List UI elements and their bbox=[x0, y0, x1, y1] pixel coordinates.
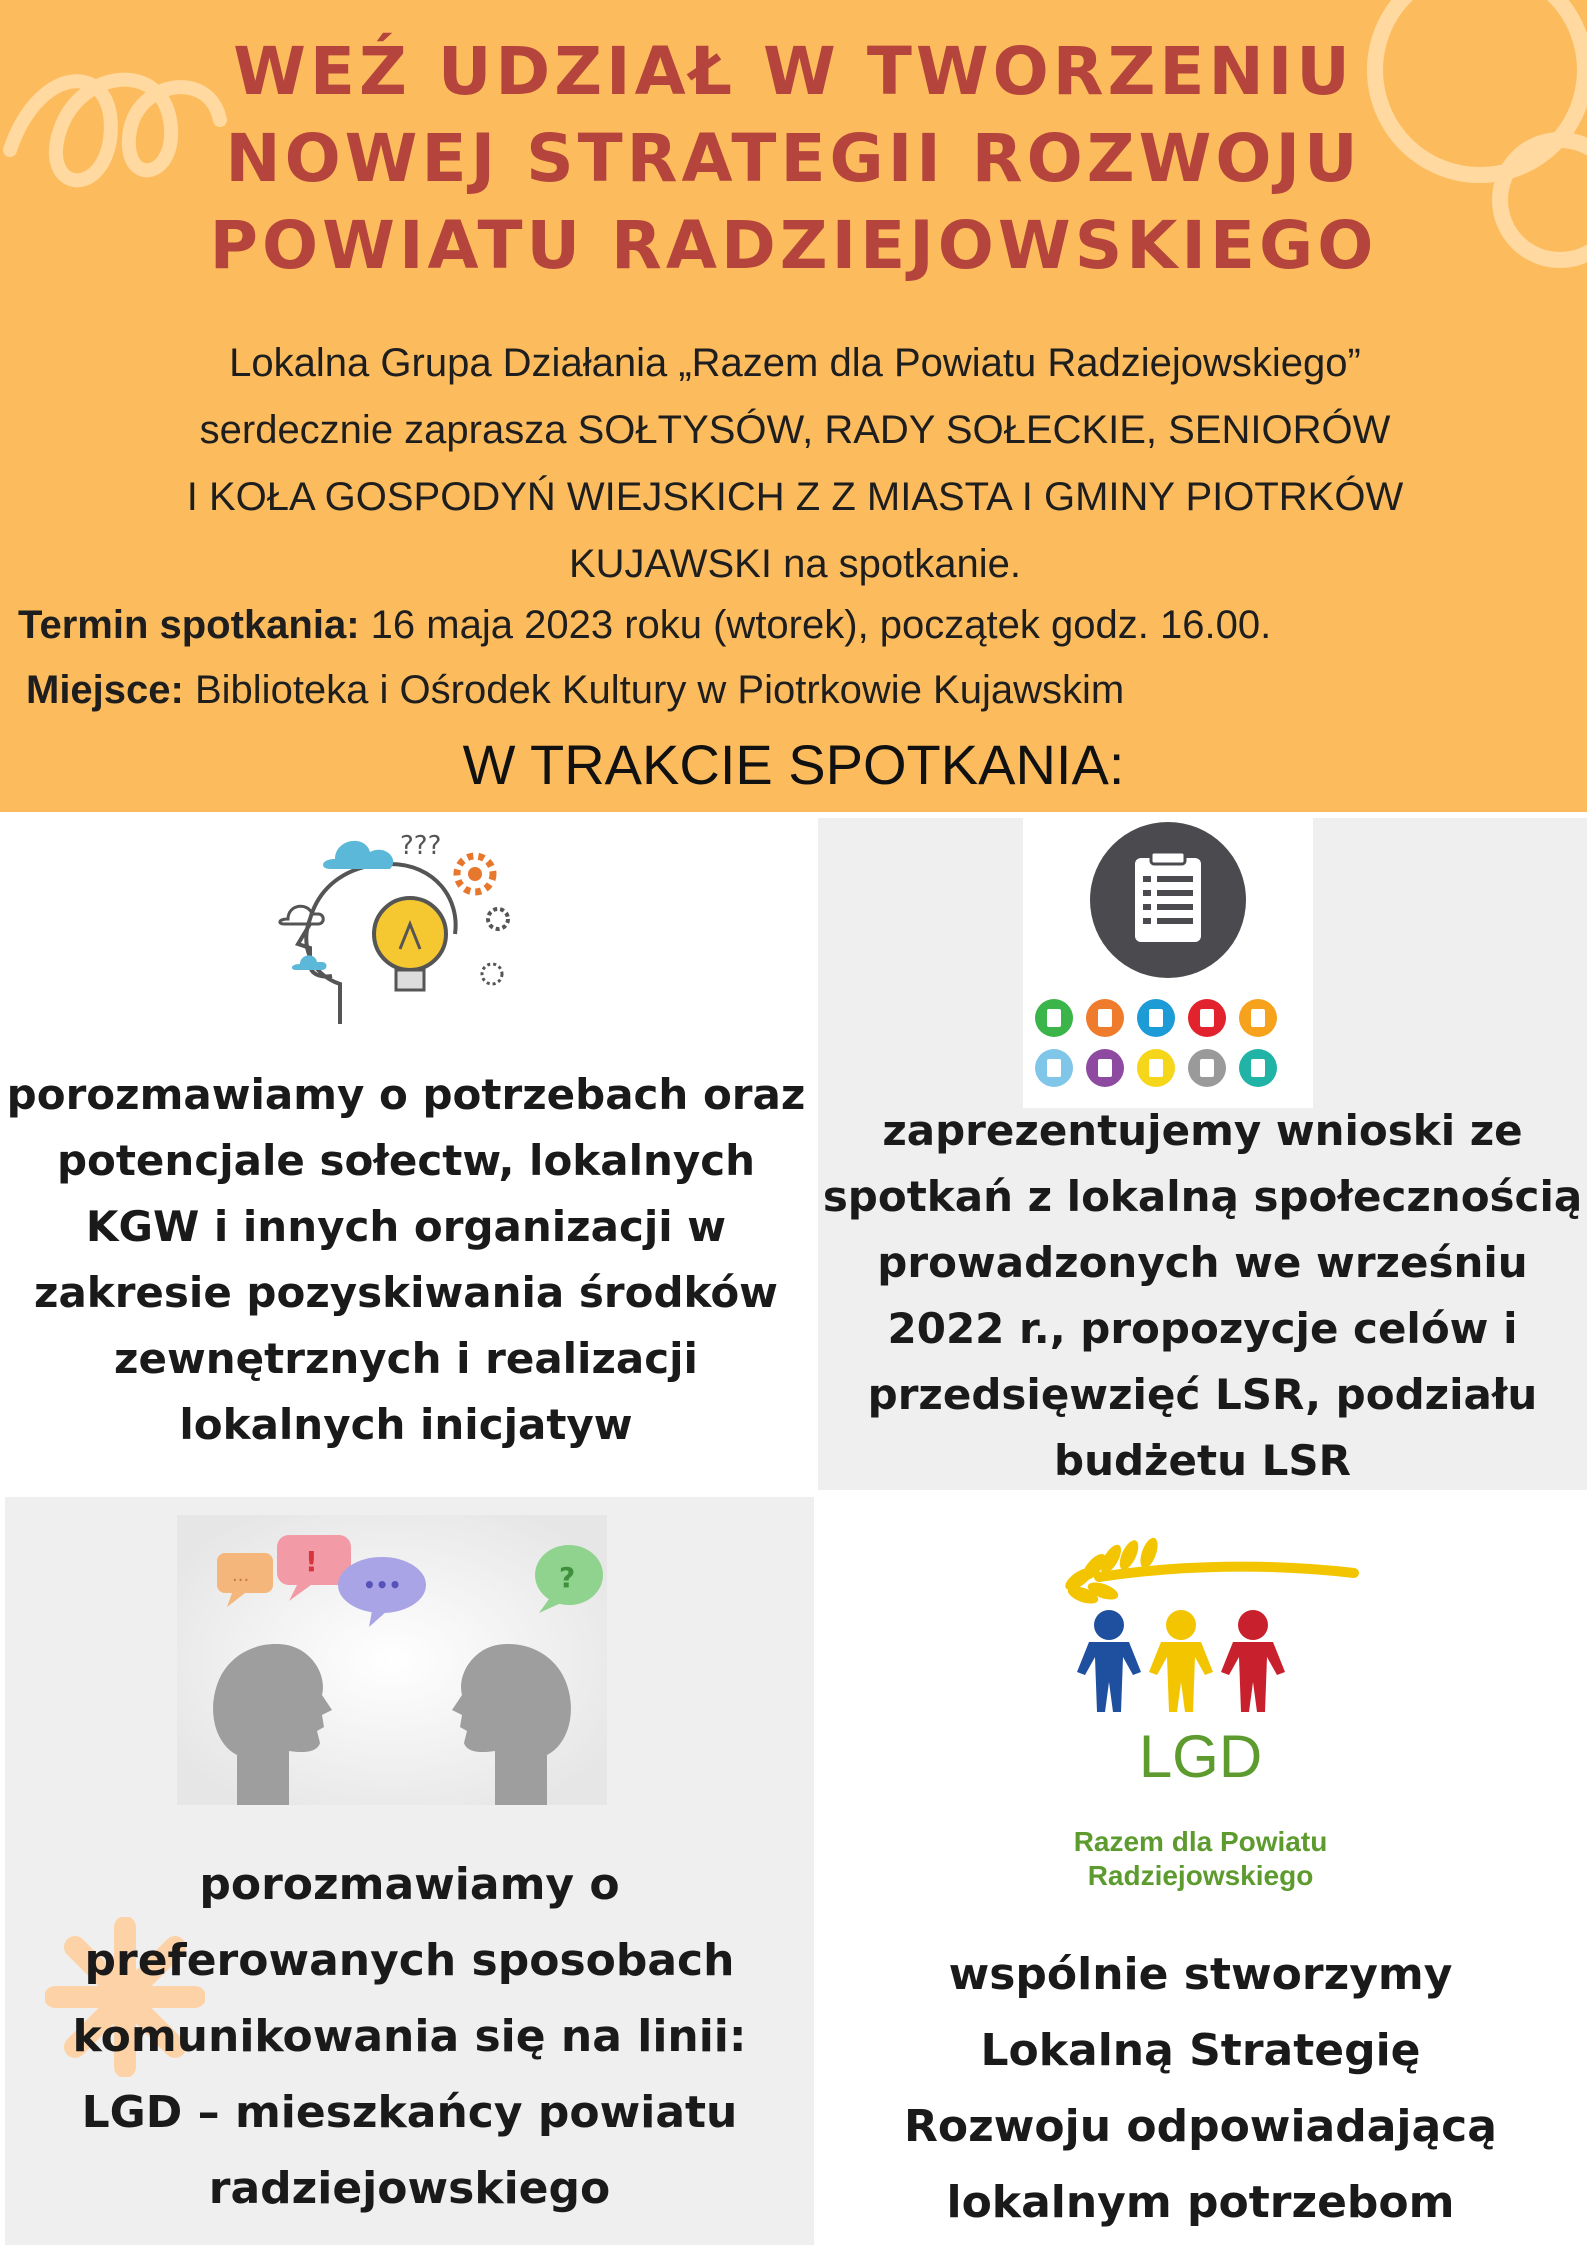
invitation-text bbox=[40, 330, 1550, 598]
header-banner bbox=[0, 0, 1587, 812]
title-line: WEŹ UDZIAŁ W TWORZENIU bbox=[233, 33, 1354, 110]
lightbulb-head-icon bbox=[270, 824, 520, 1034]
date-value: 16 maja 2023 roku (wtorek), początek godz. 16.00. bbox=[370, 603, 1272, 647]
topic-line: porozmawiamy o potrzebach oraz bbox=[6, 1070, 806, 1119]
topic-line: LGD – mieszkańcy powiatu bbox=[81, 2087, 738, 2138]
lgd-logo-title: LGD bbox=[1138, 1723, 1263, 1790]
topic-text bbox=[0, 1062, 812, 1458]
topic-line: KGW i innych organizacji w bbox=[85, 1202, 727, 1251]
topic-line: zakresie pozyskiwania środków bbox=[34, 1268, 778, 1317]
topic-line: komunikowania się na linii: bbox=[72, 2011, 747, 2062]
title-line: POWIATU RADZIEJOWSKIEGO bbox=[209, 207, 1378, 284]
lgd-subtitle-line: Razem dla Powiatu bbox=[1073, 1826, 1328, 1857]
svg-text:•••: ••• bbox=[363, 1573, 402, 1597]
topic-line: porozmawiamy o bbox=[199, 1859, 620, 1910]
topic-text bbox=[818, 1098, 1587, 1490]
place-label: Miejsce: bbox=[26, 668, 184, 712]
meeting-date bbox=[18, 600, 1271, 650]
meeting-place bbox=[26, 665, 1124, 715]
svg-text:!: ! bbox=[305, 1545, 318, 1578]
topic-line: lokalnych inicjatyw bbox=[179, 1400, 633, 1449]
place-value: Biblioteka i Ośrodek Kultury w Piotrkowie Kujawskim bbox=[194, 668, 1125, 712]
topic-line: preferowanych sposobach bbox=[84, 1935, 735, 1986]
topic-line: Lokalną Strategię bbox=[980, 2025, 1421, 2076]
topic-line: 2022 r., propozycje celów i bbox=[887, 1304, 1518, 1353]
invitation-line: KUJAWSKI na spotkanie. bbox=[568, 542, 1022, 586]
topic-line: radziejowskiego bbox=[208, 2163, 611, 2214]
topic-line: potencjale sołectw, lokalnych bbox=[56, 1136, 756, 1185]
lgd-subtitle-line: Radziejowskiego bbox=[1087, 1860, 1314, 1891]
topic-text bbox=[814, 1937, 1587, 2241]
date-label: Termin spotkania: bbox=[18, 603, 360, 647]
invitation-line: I KOŁA GOSPODYŃ WIEJSKICH Z Z MIASTA I GMINY PIOTRKÓW bbox=[186, 475, 1404, 519]
topic-line: spotkań z lokalną społecznością bbox=[822, 1172, 1583, 1221]
page-title bbox=[0, 28, 1587, 289]
topic-line: Rozwoju odpowiadającą bbox=[904, 2101, 1497, 2152]
topic-line: lokalnym potrzebom bbox=[946, 2177, 1455, 2228]
topic-line: przedsięwzięć LSR, podziału bbox=[867, 1370, 1538, 1419]
topic-line: budżetu LSR bbox=[1054, 1436, 1351, 1485]
invitation-line: Lokalna Grupa Działania „Razem dla Powiatu Radziejowskiego” bbox=[229, 341, 1361, 385]
svg-text:...: ... bbox=[232, 1565, 250, 1586]
conversation-heads-icon bbox=[177, 1515, 607, 1805]
topic-line: prowadzonych we wrześniu bbox=[877, 1238, 1528, 1287]
topic-card-needs bbox=[0, 812, 812, 1490]
title-line: NOWEJ STRATEGII ROZWOJU bbox=[225, 120, 1362, 197]
clipboard-checklist-icon bbox=[1023, 818, 1313, 1108]
topic-card-conclusions bbox=[818, 818, 1587, 1490]
lgd-logo-icon bbox=[1059, 1537, 1359, 1712]
svg-text:???: ??? bbox=[400, 831, 442, 861]
invitation-line: serdecznie zaprasza SOŁTYSÓW, RADY SOŁECKIE, SENIORÓW bbox=[199, 408, 1391, 452]
topic-line: zaprezentujemy wnioski ze bbox=[882, 1106, 1523, 1155]
topic-card-strategy bbox=[814, 1497, 1587, 2245]
svg-text:?: ? bbox=[559, 1561, 576, 1594]
lgd-logo-subtitle bbox=[814, 1825, 1587, 1893]
topic-line: zewnętrznych i realizacji bbox=[114, 1334, 698, 1383]
topic-text bbox=[5, 1847, 814, 2227]
topic-card-communication bbox=[5, 1497, 814, 2245]
during-heading: W TRAKCIE SPOTKANIA: bbox=[462, 733, 1125, 796]
topic-line: wspólnie stworzymy bbox=[948, 1949, 1453, 2000]
